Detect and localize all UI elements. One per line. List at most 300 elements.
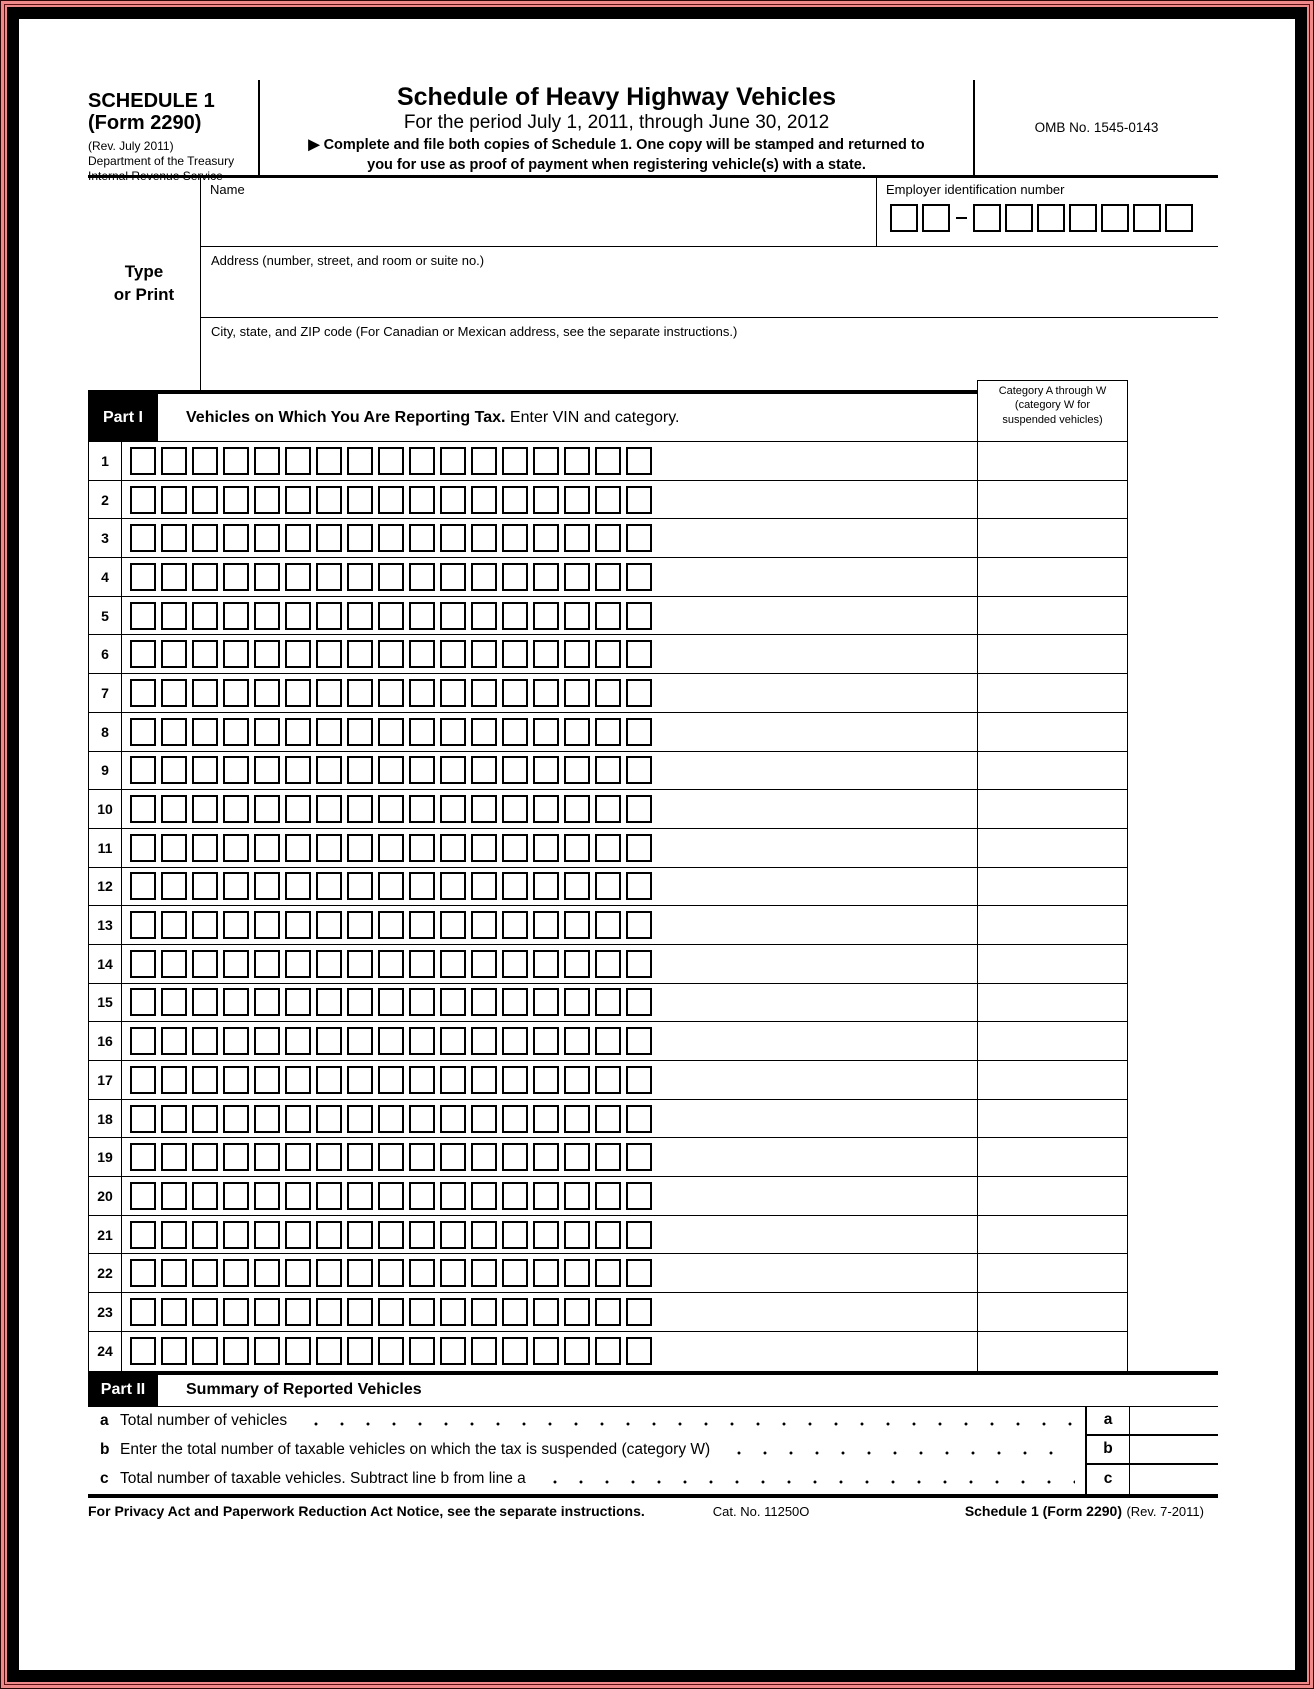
vin-char-box[interactable] xyxy=(192,1182,218,1210)
vin-char-box[interactable] xyxy=(285,1105,311,1133)
vin-char-box[interactable] xyxy=(471,1105,497,1133)
vin-char-box[interactable] xyxy=(595,795,621,823)
vin-char-box[interactable] xyxy=(254,1027,280,1055)
vin-char-box[interactable] xyxy=(316,756,342,784)
vin-char-box[interactable] xyxy=(161,1066,187,1094)
vin-char-box[interactable] xyxy=(378,679,404,707)
vin-char-box[interactable] xyxy=(533,640,559,668)
vin-char-box[interactable] xyxy=(130,911,156,939)
vin-char-box[interactable] xyxy=(130,447,156,475)
vin-char-box[interactable] xyxy=(285,756,311,784)
vin-char-box[interactable] xyxy=(440,1143,466,1171)
vin-char-box[interactable] xyxy=(440,679,466,707)
vin-char-box[interactable] xyxy=(378,834,404,862)
vin-char-box[interactable] xyxy=(161,950,187,978)
ein-digit-box[interactable] xyxy=(890,204,918,232)
vin-char-box[interactable] xyxy=(223,447,249,475)
vin-char-box[interactable] xyxy=(564,1259,590,1287)
vin-char-box[interactable] xyxy=(502,834,528,862)
vin-char-box[interactable] xyxy=(161,447,187,475)
vin-char-box[interactable] xyxy=(471,640,497,668)
vin-char-box[interactable] xyxy=(192,1066,218,1094)
vin-char-box[interactable] xyxy=(471,718,497,746)
vin-char-box[interactable] xyxy=(192,872,218,900)
vin-char-box[interactable] xyxy=(130,1182,156,1210)
vin-char-box[interactable] xyxy=(378,602,404,630)
vin-char-box[interactable] xyxy=(595,1182,621,1210)
vin-char-box[interactable] xyxy=(471,988,497,1016)
vin-char-box[interactable] xyxy=(595,1337,621,1365)
vin-char-box[interactable] xyxy=(378,1221,404,1249)
vin-char-box[interactable] xyxy=(626,524,652,552)
vin-char-box[interactable] xyxy=(471,1182,497,1210)
ein-digit-box[interactable] xyxy=(1165,204,1193,232)
vin-char-box[interactable] xyxy=(316,1105,342,1133)
vin-char-box[interactable] xyxy=(347,1221,373,1249)
vin-char-box[interactable] xyxy=(192,524,218,552)
vin-char-box[interactable] xyxy=(223,640,249,668)
vin-char-box[interactable] xyxy=(347,679,373,707)
vin-char-box[interactable] xyxy=(192,447,218,475)
vin-char-box[interactable] xyxy=(471,524,497,552)
vin-char-box[interactable] xyxy=(409,1337,435,1365)
vin-char-box[interactable] xyxy=(502,795,528,823)
vin-char-box[interactable] xyxy=(130,1221,156,1249)
vin-char-box[interactable] xyxy=(409,834,435,862)
vin-char-box[interactable] xyxy=(533,988,559,1016)
vin-char-box[interactable] xyxy=(316,1027,342,1055)
vin-char-box[interactable] xyxy=(626,911,652,939)
vin-char-box[interactable] xyxy=(130,872,156,900)
vin-char-box[interactable] xyxy=(130,1066,156,1094)
vin-char-box[interactable] xyxy=(161,602,187,630)
vin-char-box[interactable] xyxy=(161,834,187,862)
vin-char-box[interactable] xyxy=(595,602,621,630)
vin-char-box[interactable] xyxy=(223,1027,249,1055)
vin-char-box[interactable] xyxy=(223,756,249,784)
vin-char-box[interactable] xyxy=(316,950,342,978)
category-entry-cell[interactable] xyxy=(977,558,1127,596)
vin-char-box[interactable] xyxy=(378,640,404,668)
vin-char-box[interactable] xyxy=(254,486,280,514)
vin-char-box[interactable] xyxy=(285,640,311,668)
vin-char-box[interactable] xyxy=(409,1066,435,1094)
vin-char-box[interactable] xyxy=(316,447,342,475)
vin-char-box[interactable] xyxy=(440,524,466,552)
vin-char-box[interactable] xyxy=(564,1182,590,1210)
vin-char-box[interactable] xyxy=(564,1337,590,1365)
vin-char-box[interactable] xyxy=(161,911,187,939)
vin-char-box[interactable] xyxy=(378,795,404,823)
vin-char-box[interactable] xyxy=(254,1337,280,1365)
vin-char-box[interactable] xyxy=(533,1298,559,1326)
vin-char-box[interactable] xyxy=(409,563,435,591)
vin-char-box[interactable] xyxy=(564,950,590,978)
category-entry-cell[interactable] xyxy=(977,1022,1127,1060)
vin-char-box[interactable] xyxy=(130,1337,156,1365)
vin-char-box[interactable] xyxy=(471,447,497,475)
vin-char-box[interactable] xyxy=(285,447,311,475)
vin-char-box[interactable] xyxy=(192,640,218,668)
vin-char-box[interactable] xyxy=(409,872,435,900)
vin-char-box[interactable] xyxy=(626,1298,652,1326)
vin-char-box[interactable] xyxy=(347,602,373,630)
vin-char-box[interactable] xyxy=(502,447,528,475)
vin-char-box[interactable] xyxy=(254,602,280,630)
ein-digit-box[interactable] xyxy=(1069,204,1097,232)
vin-char-box[interactable] xyxy=(161,1143,187,1171)
vin-char-box[interactable] xyxy=(502,718,528,746)
vin-char-box[interactable] xyxy=(130,524,156,552)
vin-char-box[interactable] xyxy=(378,524,404,552)
vin-char-box[interactable] xyxy=(564,640,590,668)
vin-char-box[interactable] xyxy=(626,1182,652,1210)
category-entry-cell[interactable] xyxy=(977,1138,1127,1176)
vin-char-box[interactable] xyxy=(533,1221,559,1249)
vin-char-box[interactable] xyxy=(440,795,466,823)
name-field[interactable] xyxy=(201,178,876,246)
vin-char-box[interactable] xyxy=(161,1259,187,1287)
vin-char-box[interactable] xyxy=(626,679,652,707)
vin-char-box[interactable] xyxy=(502,524,528,552)
vin-char-box[interactable] xyxy=(223,1221,249,1249)
vin-char-box[interactable] xyxy=(564,1298,590,1326)
vin-char-box[interactable] xyxy=(595,447,621,475)
vin-char-box[interactable] xyxy=(409,756,435,784)
vin-char-box[interactable] xyxy=(192,756,218,784)
vin-char-box[interactable] xyxy=(223,1182,249,1210)
vin-char-box[interactable] xyxy=(254,718,280,746)
vin-char-box[interactable] xyxy=(533,718,559,746)
vin-char-box[interactable] xyxy=(471,834,497,862)
vin-char-box[interactable] xyxy=(564,447,590,475)
vin-char-box[interactable] xyxy=(161,524,187,552)
vin-char-box[interactable] xyxy=(285,1259,311,1287)
vin-char-box[interactable] xyxy=(533,1105,559,1133)
vin-char-box[interactable] xyxy=(347,950,373,978)
vin-char-box[interactable] xyxy=(347,1105,373,1133)
vin-char-box[interactable] xyxy=(626,1066,652,1094)
vin-char-box[interactable] xyxy=(564,988,590,1016)
vin-char-box[interactable] xyxy=(409,1298,435,1326)
vin-char-box[interactable] xyxy=(347,1143,373,1171)
ein-digit-box[interactable] xyxy=(973,204,1001,232)
vin-char-box[interactable] xyxy=(440,1027,466,1055)
vin-char-box[interactable] xyxy=(378,1298,404,1326)
vin-char-box[interactable] xyxy=(595,1221,621,1249)
vin-char-box[interactable] xyxy=(409,486,435,514)
vin-char-box[interactable] xyxy=(409,1259,435,1287)
vin-char-box[interactable] xyxy=(316,988,342,1016)
vin-char-box[interactable] xyxy=(161,1182,187,1210)
vin-char-box[interactable] xyxy=(254,950,280,978)
vin-char-box[interactable] xyxy=(409,1221,435,1249)
vin-char-box[interactable] xyxy=(595,1143,621,1171)
vin-char-box[interactable] xyxy=(192,563,218,591)
vin-char-box[interactable] xyxy=(595,756,621,784)
category-entry-cell[interactable] xyxy=(977,597,1127,635)
vin-char-box[interactable] xyxy=(626,1105,652,1133)
vin-char-box[interactable] xyxy=(626,1259,652,1287)
vin-char-box[interactable] xyxy=(564,486,590,514)
vin-char-box[interactable] xyxy=(626,1221,652,1249)
vin-char-box[interactable] xyxy=(130,602,156,630)
vin-char-box[interactable] xyxy=(626,872,652,900)
vin-char-box[interactable] xyxy=(223,563,249,591)
vin-char-box[interactable] xyxy=(130,795,156,823)
vin-char-box[interactable] xyxy=(161,756,187,784)
vin-char-box[interactable] xyxy=(285,834,311,862)
vin-char-box[interactable] xyxy=(223,872,249,900)
vin-char-box[interactable] xyxy=(347,524,373,552)
vin-char-box[interactable] xyxy=(595,563,621,591)
vin-char-box[interactable] xyxy=(254,1259,280,1287)
category-entry-cell[interactable] xyxy=(977,674,1127,712)
vin-char-box[interactable] xyxy=(378,1337,404,1365)
vin-char-box[interactable] xyxy=(192,1259,218,1287)
vin-char-box[interactable] xyxy=(316,1337,342,1365)
vin-char-box[interactable] xyxy=(285,602,311,630)
vin-char-box[interactable] xyxy=(626,1027,652,1055)
vin-char-box[interactable] xyxy=(192,1221,218,1249)
vin-char-box[interactable] xyxy=(285,1182,311,1210)
vin-char-box[interactable] xyxy=(409,988,435,1016)
vin-char-box[interactable] xyxy=(564,1027,590,1055)
vin-char-box[interactable] xyxy=(316,640,342,668)
vin-char-box[interactable] xyxy=(347,447,373,475)
vin-char-box[interactable] xyxy=(440,1337,466,1365)
vin-char-box[interactable] xyxy=(254,988,280,1016)
vin-char-box[interactable] xyxy=(285,1221,311,1249)
vin-char-box[interactable] xyxy=(254,563,280,591)
vin-char-box[interactable] xyxy=(378,1105,404,1133)
vin-char-box[interactable] xyxy=(595,718,621,746)
category-entry-cell[interactable] xyxy=(977,906,1127,944)
vin-char-box[interactable] xyxy=(409,447,435,475)
vin-char-box[interactable] xyxy=(564,872,590,900)
vin-char-box[interactable] xyxy=(316,563,342,591)
vin-char-box[interactable] xyxy=(471,563,497,591)
vin-char-box[interactable] xyxy=(502,1027,528,1055)
vin-char-box[interactable] xyxy=(626,834,652,862)
vin-char-box[interactable] xyxy=(347,718,373,746)
vin-char-box[interactable] xyxy=(626,563,652,591)
vin-char-box[interactable] xyxy=(502,1105,528,1133)
vin-char-box[interactable] xyxy=(161,872,187,900)
ein-digit-box[interactable] xyxy=(922,204,950,232)
vin-char-box[interactable] xyxy=(533,1182,559,1210)
vin-char-box[interactable] xyxy=(130,679,156,707)
vin-char-box[interactable] xyxy=(130,756,156,784)
vin-char-box[interactable] xyxy=(223,1143,249,1171)
vin-char-box[interactable] xyxy=(316,795,342,823)
vin-char-box[interactable] xyxy=(347,563,373,591)
vin-char-box[interactable] xyxy=(595,1259,621,1287)
vin-char-box[interactable] xyxy=(161,640,187,668)
vin-char-box[interactable] xyxy=(223,602,249,630)
vin-char-box[interactable] xyxy=(595,834,621,862)
vin-char-box[interactable] xyxy=(409,1027,435,1055)
vin-char-box[interactable] xyxy=(316,679,342,707)
vin-char-box[interactable] xyxy=(192,679,218,707)
vin-char-box[interactable] xyxy=(564,1105,590,1133)
category-entry-cell[interactable] xyxy=(977,752,1127,790)
vin-char-box[interactable] xyxy=(595,1027,621,1055)
vin-char-box[interactable] xyxy=(533,872,559,900)
summary-entry-cell[interactable] xyxy=(1130,1436,1218,1465)
vin-char-box[interactable] xyxy=(440,718,466,746)
vin-char-box[interactable] xyxy=(254,1182,280,1210)
vin-char-box[interactable] xyxy=(347,795,373,823)
vin-char-box[interactable] xyxy=(254,1221,280,1249)
category-entry-cell[interactable] xyxy=(977,1061,1127,1099)
vin-char-box[interactable] xyxy=(533,911,559,939)
vin-char-box[interactable] xyxy=(533,1066,559,1094)
vin-char-box[interactable] xyxy=(223,1066,249,1094)
vin-char-box[interactable] xyxy=(533,1027,559,1055)
vin-char-box[interactable] xyxy=(471,872,497,900)
vin-char-box[interactable] xyxy=(316,1298,342,1326)
vin-char-box[interactable] xyxy=(316,1066,342,1094)
vin-char-box[interactable] xyxy=(192,602,218,630)
vin-char-box[interactable] xyxy=(595,988,621,1016)
vin-char-box[interactable] xyxy=(378,486,404,514)
vin-char-box[interactable] xyxy=(440,1182,466,1210)
vin-char-box[interactable] xyxy=(347,640,373,668)
vin-char-box[interactable] xyxy=(285,795,311,823)
vin-char-box[interactable] xyxy=(285,950,311,978)
vin-char-box[interactable] xyxy=(378,1027,404,1055)
vin-char-box[interactable] xyxy=(409,795,435,823)
vin-char-box[interactable] xyxy=(595,1105,621,1133)
vin-char-box[interactable] xyxy=(626,950,652,978)
vin-char-box[interactable] xyxy=(533,679,559,707)
vin-char-box[interactable] xyxy=(471,950,497,978)
vin-char-box[interactable] xyxy=(533,756,559,784)
vin-char-box[interactable] xyxy=(378,872,404,900)
category-entry-cell[interactable] xyxy=(977,635,1127,673)
vin-char-box[interactable] xyxy=(192,718,218,746)
vin-char-box[interactable] xyxy=(626,718,652,746)
category-entry-cell[interactable] xyxy=(977,945,1127,983)
vin-char-box[interactable] xyxy=(130,1259,156,1287)
vin-char-box[interactable] xyxy=(378,1143,404,1171)
vin-char-box[interactable] xyxy=(223,1105,249,1133)
vin-char-box[interactable] xyxy=(347,872,373,900)
vin-char-box[interactable] xyxy=(347,756,373,784)
vin-char-box[interactable] xyxy=(347,988,373,1016)
vin-char-box[interactable] xyxy=(192,1143,218,1171)
vin-char-box[interactable] xyxy=(223,1259,249,1287)
vin-char-box[interactable] xyxy=(564,679,590,707)
vin-char-box[interactable] xyxy=(285,1337,311,1365)
vin-char-box[interactable] xyxy=(223,950,249,978)
vin-char-box[interactable] xyxy=(378,988,404,1016)
vin-char-box[interactable] xyxy=(130,486,156,514)
vin-char-box[interactable] xyxy=(409,1182,435,1210)
summary-entry-cell[interactable] xyxy=(1130,1407,1218,1436)
vin-char-box[interactable] xyxy=(192,1105,218,1133)
vin-char-box[interactable] xyxy=(440,834,466,862)
vin-char-box[interactable] xyxy=(254,795,280,823)
vin-char-box[interactable] xyxy=(130,563,156,591)
category-entry-cell[interactable] xyxy=(977,829,1127,867)
vin-char-box[interactable] xyxy=(223,911,249,939)
vin-char-box[interactable] xyxy=(471,756,497,784)
vin-char-box[interactable] xyxy=(223,1298,249,1326)
vin-char-box[interactable] xyxy=(130,1298,156,1326)
vin-char-box[interactable] xyxy=(378,563,404,591)
vin-char-box[interactable] xyxy=(161,1337,187,1365)
vin-char-box[interactable] xyxy=(533,563,559,591)
vin-char-box[interactable] xyxy=(471,1337,497,1365)
vin-char-box[interactable] xyxy=(409,718,435,746)
vin-char-box[interactable] xyxy=(502,1143,528,1171)
summary-entry-cell[interactable] xyxy=(1130,1465,1218,1494)
vin-char-box[interactable] xyxy=(223,988,249,1016)
vin-char-box[interactable] xyxy=(440,486,466,514)
vin-char-box[interactable] xyxy=(409,911,435,939)
vin-char-box[interactable] xyxy=(130,950,156,978)
vin-char-box[interactable] xyxy=(533,1143,559,1171)
category-entry-cell[interactable] xyxy=(977,868,1127,906)
vin-char-box[interactable] xyxy=(254,1105,280,1133)
vin-char-box[interactable] xyxy=(316,872,342,900)
category-entry-cell[interactable] xyxy=(977,984,1127,1022)
vin-char-box[interactable] xyxy=(316,1221,342,1249)
category-entry-cell[interactable] xyxy=(977,1254,1127,1292)
vin-char-box[interactable] xyxy=(254,640,280,668)
vin-char-box[interactable] xyxy=(502,486,528,514)
vin-char-box[interactable] xyxy=(502,756,528,784)
vin-char-box[interactable] xyxy=(161,679,187,707)
vin-char-box[interactable] xyxy=(316,602,342,630)
vin-char-box[interactable] xyxy=(409,679,435,707)
vin-char-box[interactable] xyxy=(254,872,280,900)
vin-char-box[interactable] xyxy=(347,834,373,862)
vin-char-box[interactable] xyxy=(161,1221,187,1249)
vin-char-box[interactable] xyxy=(471,1259,497,1287)
vin-char-box[interactable] xyxy=(533,524,559,552)
vin-char-box[interactable] xyxy=(285,1143,311,1171)
vin-char-box[interactable] xyxy=(440,563,466,591)
vin-char-box[interactable] xyxy=(316,911,342,939)
vin-char-box[interactable] xyxy=(502,640,528,668)
vin-char-box[interactable] xyxy=(285,1298,311,1326)
vin-char-box[interactable] xyxy=(440,950,466,978)
vin-char-box[interactable] xyxy=(254,756,280,784)
vin-char-box[interactable] xyxy=(595,950,621,978)
vin-char-box[interactable] xyxy=(626,1143,652,1171)
vin-char-box[interactable] xyxy=(378,911,404,939)
vin-char-box[interactable] xyxy=(626,486,652,514)
vin-char-box[interactable] xyxy=(285,1066,311,1094)
vin-char-box[interactable] xyxy=(471,1027,497,1055)
vin-char-box[interactable] xyxy=(440,1066,466,1094)
vin-char-box[interactable] xyxy=(595,1298,621,1326)
ein-digit-box[interactable] xyxy=(1037,204,1065,232)
vin-char-box[interactable] xyxy=(440,602,466,630)
vin-char-box[interactable] xyxy=(595,1066,621,1094)
vin-char-box[interactable] xyxy=(378,1182,404,1210)
vin-char-box[interactable] xyxy=(254,524,280,552)
vin-char-box[interactable] xyxy=(192,486,218,514)
vin-char-box[interactable] xyxy=(254,1143,280,1171)
vin-char-box[interactable] xyxy=(564,1066,590,1094)
vin-char-box[interactable] xyxy=(440,988,466,1016)
category-entry-cell[interactable] xyxy=(977,1332,1127,1371)
vin-char-box[interactable] xyxy=(254,679,280,707)
